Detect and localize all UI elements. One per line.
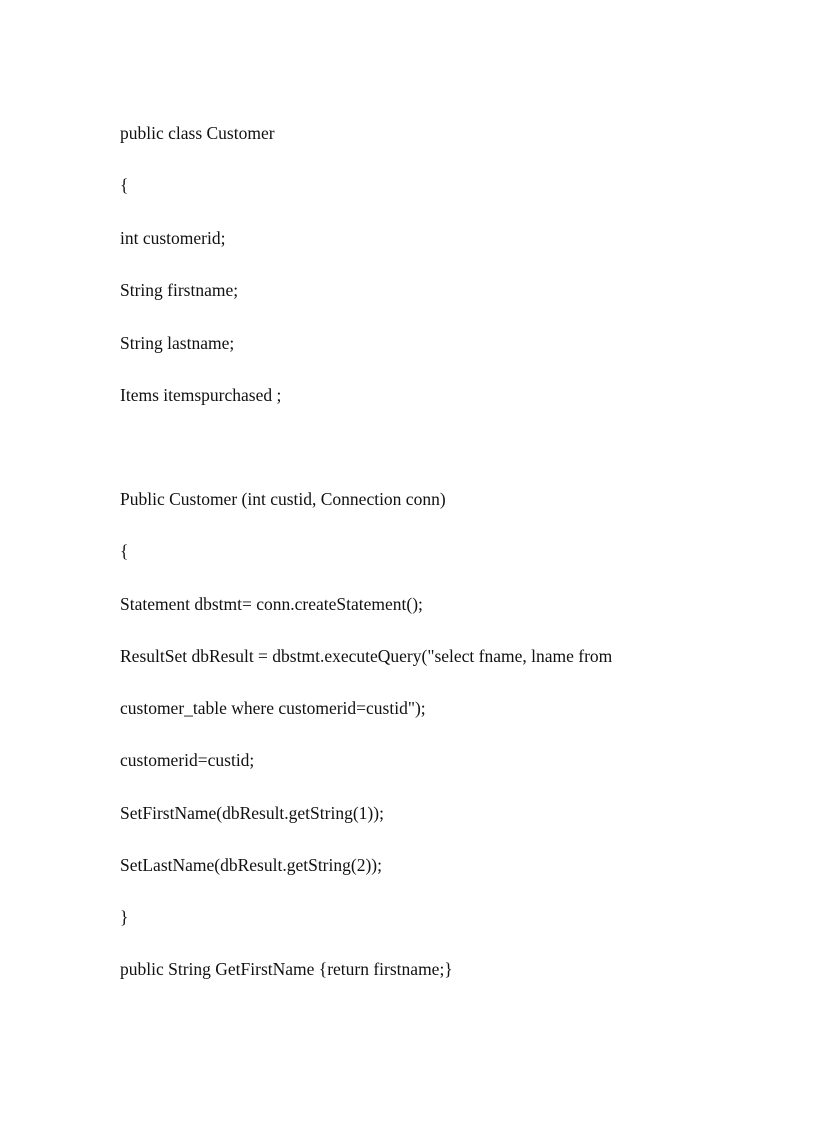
code-line-query-continuation: customer_table where customerid=custid");	[120, 698, 426, 718]
code-line-get-first-name: public String GetFirstName {return firstname;}	[120, 959, 453, 979]
code-line-items-field: Items itemspurchased ;	[120, 385, 282, 405]
code-line-constructor-open-brace: {	[120, 541, 129, 561]
code-line-statement: Statement dbstmt= conn.createStatement();	[120, 594, 423, 614]
code-line-lastname-field: String lastname;	[120, 333, 235, 353]
code-line-set-last-name: SetLastName(dbResult.getString(2));	[120, 855, 382, 875]
code-line-close-brace: }	[120, 907, 129, 927]
code-line-resultset: ResultSet dbResult = dbstmt.executeQuery("select fname, lname from	[120, 646, 613, 666]
code-line-open-brace: {	[120, 175, 129, 195]
code-line-class-declaration: public class Customer	[120, 123, 275, 143]
code-line-assign-customerid: customerid=custid;	[120, 750, 255, 770]
code-line-firstname-field: String firstname;	[120, 280, 239, 300]
code-line-set-first-name: SetFirstName(dbResult.getString(1));	[120, 803, 384, 823]
code-line-constructor-signature: Public Customer (int custid, Connection conn)	[120, 489, 446, 509]
code-line-customerid-field: int customerid;	[120, 228, 226, 248]
